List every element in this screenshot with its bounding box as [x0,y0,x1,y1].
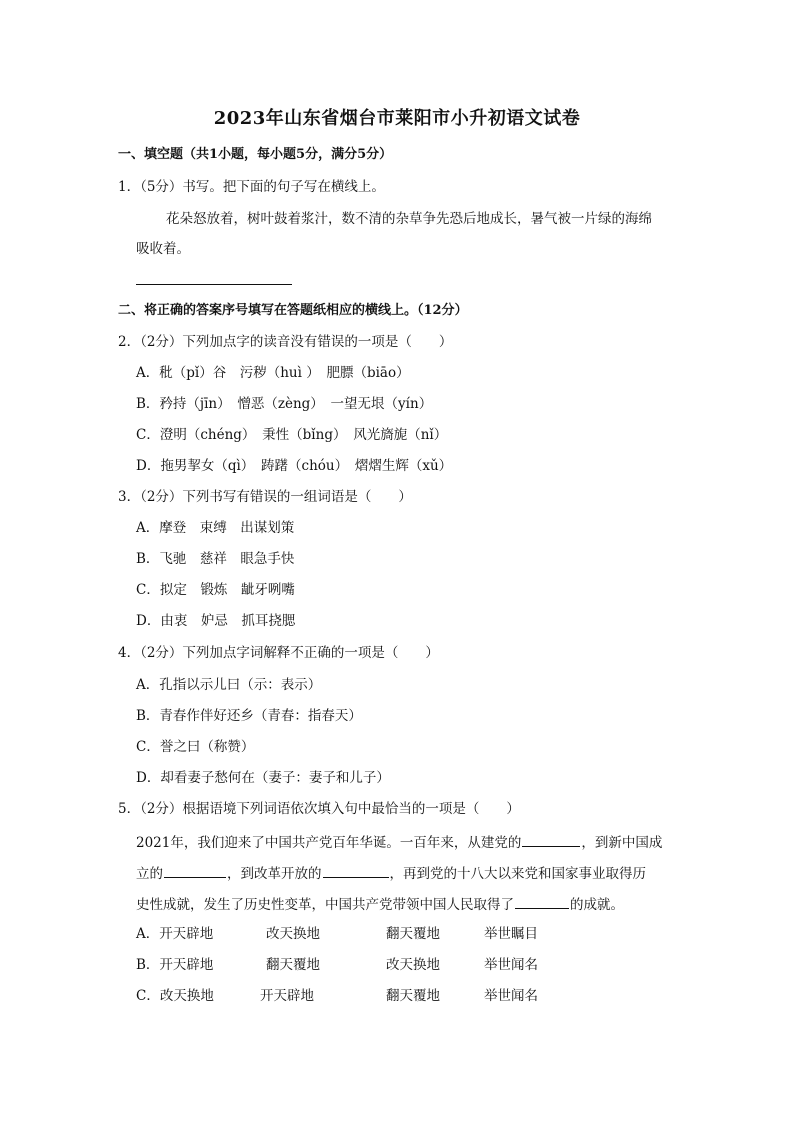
q4-option-a[interactable]: A．孔指以示儿曰（示：表示） [136,677,322,693]
q1-text-line-1: 花朵怒放着，树叶鼓着浆汁，数不清的杂草争先恐后地成长，暑气被一片绿的海绵 [166,211,652,227]
q5-blank-2[interactable] [164,863,226,878]
q5-text: 史性成就，发生了历史性变革，中国共产党带领中国人民取得了 [136,897,514,913]
q2-stem: 2．（2分）下列加点字的读音没有错误的一项是（ ） [118,334,453,350]
q3-option-d[interactable]: D．由衷 妒忌 抓耳挠腮 [136,613,296,629]
q5-paragraph-line-3 [136,894,624,914]
q5-text: ，到新中国成 [581,835,663,851]
q5-option-a-word-3: 翻天覆地 [386,926,440,942]
q5-option-c-word-3: 翻天覆地 [386,988,440,1004]
q5-option-a[interactable]: A．开天辟地 [136,926,214,942]
q5-option-b-word-4: 举世闻名 [484,957,538,973]
q4-option-b[interactable]: B．青春作伴好还乡（青春：指春天） [136,708,362,724]
section-1-heading: 一、填空题（共1小题，每小题5分，满分5分） [118,147,393,162]
q3-option-a[interactable]: A．摩登 束缚 出谋划策 [136,520,295,536]
q5-paragraph-line-1 [136,832,662,852]
q5-option-b-word-2: 翻天覆地 [266,957,320,973]
q5-stem: 5．（2分）根据语境下列词语依次填入句中最恰当的一项是（ ） [118,801,520,817]
q2-option-a[interactable]: A．秕（pǐ）谷 污秽（huì ） 肥膘（biāo） [136,365,410,381]
q3-option-b[interactable]: B．飞驰 慈祥 眼急手快 [136,551,295,567]
q5-option-c-word-2: 开天辟地 [260,988,314,1004]
q5-blank-3[interactable] [323,863,389,878]
q5-text: ，到改革开放的 [227,866,322,882]
q5-option-c-word-4: 举世闻名 [484,988,538,1004]
q5-text: 的成就。 [570,897,624,913]
q4-stem: 4．（2分）下列加点字词解释不正确的一项是（ ） [118,645,439,661]
q5-text: 2021年，我们迎来了中国共产党百年华诞。一百年来，从建党的 [136,835,522,851]
q5-option-b-word-3: 改天换地 [386,957,440,973]
q5-option-c[interactable]: C．改天换地 [136,988,214,1004]
q5-blank-4[interactable] [515,894,569,909]
q3-option-c[interactable]: C．拟定 锻炼 龇牙咧嘴 [136,582,295,598]
page-title: 2023年山东省烟台市莱阳市小升初语文试卷 [213,108,581,129]
q5-text: 立的 [136,866,163,882]
q3-stem: 3．（2分）下列书写有错误的一组词语是（ ） [118,489,412,505]
q5-text: ，再到党的十八大以来党和国家事业取得历 [389,866,646,882]
q1-text-line-2: 吸收着。 [136,241,190,257]
q5-option-a-word-2: 改天换地 [266,926,320,942]
q2-option-c[interactable]: C．澄明（chéng） 秉性（bǐng） 风光旖旎（nǐ） [136,427,448,443]
q4-option-c[interactable]: C．誉之曰（称赞） [136,739,255,755]
q5-paragraph-line-2 [136,863,646,883]
q1-stem: 1．（5分）书写。把下面的句子写在横线上。 [118,179,385,195]
q1-answer-line[interactable] [136,284,292,285]
q4-option-d[interactable]: D．却看妻子愁何在（妻子：妻子和儿子） [136,770,390,786]
section-2-heading: 二、将正确的答案序号填写在答题纸相应的横线上。（12分） [118,303,468,318]
q5-option-a-word-4: 举世瞩目 [484,926,538,942]
q5-blank-1[interactable] [522,832,580,847]
q2-option-d[interactable]: D．拖男挈女（qì） 踌躇（chóu） 熠熠生辉（xǔ） [136,458,453,474]
q2-option-b[interactable]: B．矜持（jīn） 憎恶（zèng） 一望无垠（yín） [136,396,433,412]
q5-option-b[interactable]: B．开天辟地 [136,957,214,973]
